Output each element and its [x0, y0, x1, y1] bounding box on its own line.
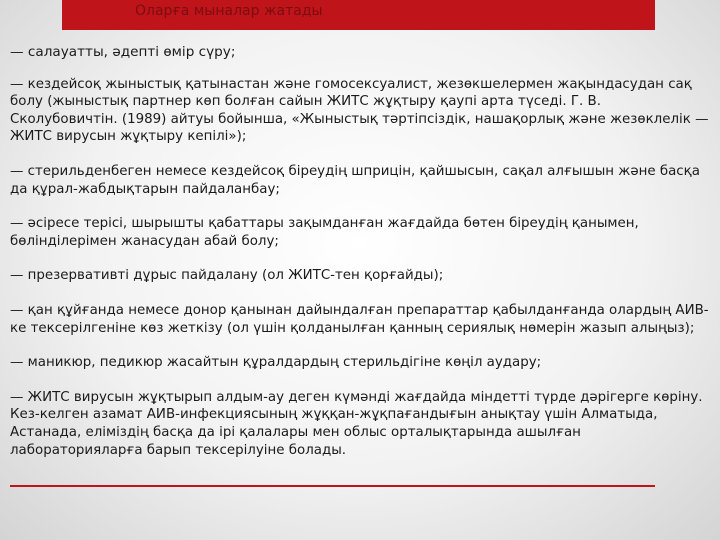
paragraph-blood-contact: — әсіресе терісі, шырышты қабаттары зақымданған жағдайда бөтен біреудің қанымен, бөліндiлерімен жанасудан абай болу; [10, 216, 639, 249]
divider-line [10, 485, 655, 487]
banner-title: Оларға мыналар жатады [135, 3, 323, 19]
paragraph-sterile-tools: — стерильденбеген немесе кездейсоқ біреудің шприцін, қайшысын, сақал алғышын және басқа да құрал-жабдықтарын пайдаланбау; [10, 163, 700, 197]
paragraph-casual-contact: — кездейсоқ жыныстық қатынастан және гомосексуалист, жезөкшелермен жақындасудан сақ болу (жыныстық партнер көп болған сайын ЖИТС жұқтыру қаупі арта түседі. Г. В. Сколубовичтін. (1989) айтуы бойынша, «Жыныстық тәртіпсіздік, нашақорлық және жезөклелік — ЖИТС вирусын жұқтыру кепілі»); [10, 76, 709, 145]
text-body [10, 44, 710, 459]
paragraph-blood-transfusion: — қан құйғанда немесе донор қанынан дайындалған препараттар қабылданғанда олардың АИВ-ке тексерілгеніне көз жеткізу (ол үшін қолданылған қанның сериялық нөмерін жазып алыңыз); [10, 302, 709, 336]
paragraph-healthy-lifestyle: — салауатты, әдепті өмір сүру; [10, 44, 236, 60]
paragraph-manicure-tools: — маникюр, педикюр жасайтын құралдардың стерильдігіне көңіл аудару; [10, 355, 542, 371]
paragraph-condom-use: — презервативті дұрыс пайдалану (ол ЖИТС-тен қорғайды); [10, 268, 444, 284]
paragraph-see-doctor: — ЖИТС вирусын жұқтырып алдым-ау деген күмәнді жағдайда міндетті түрде дәрігерге көріну. Кез-келген азамат АИВ-инфекциясының жұққан-жұқпағандығын анықтау үшін Алматыда, Астанада, еліміздің басқа да ірі қалалары мен облыс орталықтарында ашылған лабораторияларға барып тексерілуіне болады. [10, 389, 703, 458]
